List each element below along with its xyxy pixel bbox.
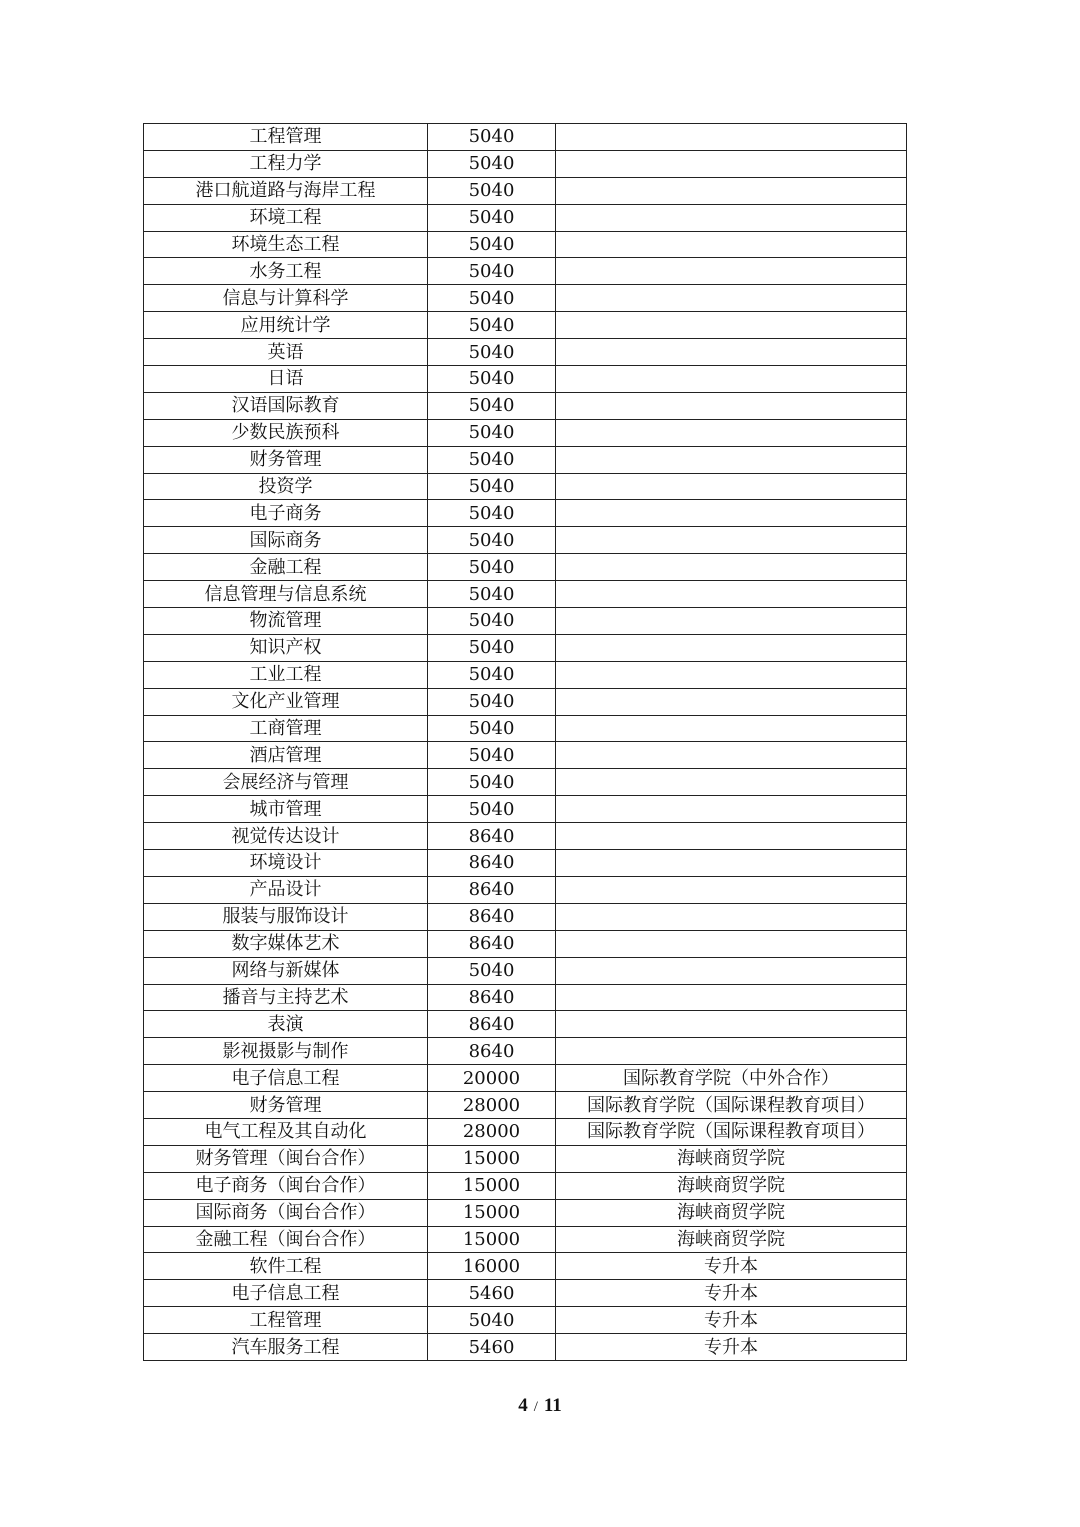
table-row [144,661,907,688]
note-cell: 专升本 [556,1253,907,1280]
table-row [144,796,907,823]
fee-cell: 8640 [428,930,556,957]
table-row [144,554,907,581]
table-row [144,419,907,446]
major-cell: 汉语国际教育 [144,392,428,419]
table-row [144,1118,907,1145]
table-row [144,688,907,715]
note-cell [556,823,907,850]
major-cell: 影视摄影与制作 [144,1038,428,1065]
table-row [144,312,907,339]
note-cell [556,876,907,903]
major-cell: 表演 [144,1011,428,1038]
note-cell [556,419,907,446]
fee-cell: 5040 [428,957,556,984]
major-cell: 物流管理 [144,608,428,635]
note-cell: 海峡商贸学院 [556,1172,907,1199]
fee-cell: 5040 [428,554,556,581]
fee-cell: 5040 [428,500,556,527]
major-cell: 工程力学 [144,150,428,177]
major-cell: 日语 [144,366,428,393]
note-cell: 海峡商贸学院 [556,1226,907,1253]
fee-cell: 5460 [428,1334,556,1361]
note-cell [556,446,907,473]
note-cell [556,527,907,554]
major-cell: 投资学 [144,473,428,500]
major-cell: 金融工程 [144,554,428,581]
fee-cell: 5040 [428,285,556,312]
major-cell: 工程管理 [144,1307,428,1334]
major-cell: 国际商务 [144,527,428,554]
note-cell [556,930,907,957]
fee-cell: 15000 [428,1172,556,1199]
fee-cell: 15000 [428,1145,556,1172]
note-cell [556,231,907,258]
table-row [144,339,907,366]
table-row [144,1280,907,1307]
current-page-number: 4 [518,1395,528,1416]
table-row [144,124,907,151]
table-row [144,366,907,393]
note-cell [556,124,907,151]
fee-cell: 5040 [428,258,556,285]
note-cell [556,392,907,419]
note-cell [556,285,907,312]
page-separator: / [533,1399,538,1415]
table-row [144,1145,907,1172]
note-cell [556,661,907,688]
major-cell: 电子商务（闽台合作） [144,1172,428,1199]
table-row [144,823,907,850]
note-cell: 专升本 [556,1334,907,1361]
note-cell [556,608,907,635]
table-row [144,634,907,661]
fee-cell: 5040 [428,419,556,446]
major-cell: 知识产权 [144,634,428,661]
note-cell [556,258,907,285]
fee-cell: 5040 [428,204,556,231]
fee-cell: 5040 [428,608,556,635]
note-cell [556,688,907,715]
fee-cell: 8640 [428,984,556,1011]
table-row [144,876,907,903]
note-cell [556,554,907,581]
note-cell [556,742,907,769]
fee-cell: 5040 [428,688,556,715]
fee-cell: 5040 [428,796,556,823]
major-cell: 工业工程 [144,661,428,688]
note-cell [556,634,907,661]
table-row [144,1334,907,1361]
fee-cell: 8640 [428,1038,556,1065]
fee-cell: 5040 [428,339,556,366]
table-row [144,608,907,635]
table-row [144,903,907,930]
fee-cell: 5040 [428,1307,556,1334]
fee-cell: 5040 [428,742,556,769]
note-cell [556,796,907,823]
fee-cell: 8640 [428,850,556,877]
fee-table-body [144,124,907,1361]
major-cell: 软件工程 [144,1253,428,1280]
note-cell: 专升本 [556,1280,907,1307]
table-row [144,231,907,258]
table-row [144,850,907,877]
note-cell [556,769,907,796]
major-cell: 电子信息工程 [144,1065,428,1092]
fee-cell: 5040 [428,715,556,742]
major-cell: 水务工程 [144,258,428,285]
major-cell: 国际商务（闽台合作） [144,1199,428,1226]
fee-cell: 28000 [428,1092,556,1119]
note-cell: 海峡商贸学院 [556,1145,907,1172]
note-cell: 国际教育学院（国际课程教育项目） [556,1118,907,1145]
note-cell: 国际教育学院（国际课程教育项目） [556,1092,907,1119]
table-row [144,177,907,204]
fee-cell: 5040 [428,769,556,796]
fee-cell: 16000 [428,1253,556,1280]
major-cell: 环境设计 [144,850,428,877]
tuition-fee-table [143,123,907,1361]
note-cell [556,312,907,339]
note-cell [556,581,907,608]
major-cell: 环境生态工程 [144,231,428,258]
fee-cell: 5040 [428,527,556,554]
major-cell: 信息管理与信息系统 [144,581,428,608]
major-cell: 网络与新媒体 [144,957,428,984]
note-cell [556,984,907,1011]
table-row [144,392,907,419]
fee-cell: 5040 [428,581,556,608]
note-cell [556,715,907,742]
table-row [144,1038,907,1065]
note-cell: 专升本 [556,1307,907,1334]
table-row [144,150,907,177]
major-cell: 播音与主持艺术 [144,984,428,1011]
major-cell: 工程管理 [144,124,428,151]
note-cell [556,850,907,877]
fee-cell: 15000 [428,1226,556,1253]
table-row [144,742,907,769]
note-cell [556,957,907,984]
note-cell: 海峡商贸学院 [556,1199,907,1226]
note-cell [556,473,907,500]
fee-cell: 8640 [428,823,556,850]
major-cell: 财务管理 [144,446,428,473]
major-cell: 电子商务 [144,500,428,527]
fee-cell: 5040 [428,150,556,177]
fee-cell: 5040 [428,446,556,473]
table-row [144,1307,907,1334]
note-cell [556,903,907,930]
note-cell [556,1011,907,1038]
table-row [144,1065,907,1092]
table-row [144,984,907,1011]
fee-cell: 20000 [428,1065,556,1092]
table-row [144,1172,907,1199]
fee-cell: 5040 [428,634,556,661]
major-cell: 金融工程（闽台合作） [144,1226,428,1253]
table-row [144,581,907,608]
major-cell: 酒店管理 [144,742,428,769]
fee-cell: 5040 [428,473,556,500]
fee-cell: 5040 [428,312,556,339]
table-row [144,1199,907,1226]
fee-cell: 5040 [428,177,556,204]
note-cell [556,1038,907,1065]
major-cell: 财务管理（闽台合作） [144,1145,428,1172]
note-cell [556,366,907,393]
fee-cell: 15000 [428,1199,556,1226]
fee-cell: 5040 [428,366,556,393]
note-cell [556,500,907,527]
fee-cell: 8640 [428,1011,556,1038]
major-cell: 工商管理 [144,715,428,742]
major-cell: 汽车服务工程 [144,1334,428,1361]
note-cell [556,150,907,177]
fee-cell: 5040 [428,231,556,258]
table-row [144,1253,907,1280]
major-cell: 服装与服饰设计 [144,903,428,930]
note-cell [556,204,907,231]
table-row [144,1011,907,1038]
table-row [144,527,907,554]
major-cell: 电子信息工程 [144,1280,428,1307]
table-row [144,715,907,742]
table-row [144,473,907,500]
fee-cell: 5040 [428,392,556,419]
major-cell: 环境工程 [144,204,428,231]
fee-cell: 5040 [428,661,556,688]
fee-cell: 8640 [428,876,556,903]
table-row [144,285,907,312]
fee-cell: 8640 [428,903,556,930]
table-row [144,446,907,473]
major-cell: 数字媒体艺术 [144,930,428,957]
major-cell: 视觉传达设计 [144,823,428,850]
major-cell: 英语 [144,339,428,366]
major-cell: 城市管理 [144,796,428,823]
major-cell: 文化产业管理 [144,688,428,715]
major-cell: 少数民族预科 [144,419,428,446]
note-cell [556,339,907,366]
table-row [144,1226,907,1253]
major-cell: 产品设计 [144,876,428,903]
table-row [144,1092,907,1119]
note-cell: 国际教育学院（中外合作） [556,1065,907,1092]
page-number [0,1394,1080,1419]
table-row [144,930,907,957]
note-cell [556,177,907,204]
table-row [144,204,907,231]
table-row [144,769,907,796]
fee-cell: 28000 [428,1118,556,1145]
major-cell: 信息与计算科学 [144,285,428,312]
table-row [144,500,907,527]
table-row [144,957,907,984]
fee-cell: 5460 [428,1280,556,1307]
major-cell: 电气工程及其自动化 [144,1118,428,1145]
major-cell: 财务管理 [144,1092,428,1119]
major-cell: 应用统计学 [144,312,428,339]
total-pages-number: 11 [543,1395,562,1416]
fee-cell: 5040 [428,124,556,151]
major-cell: 会展经济与管理 [144,769,428,796]
major-cell: 港口航道路与海岸工程 [144,177,428,204]
table-row [144,258,907,285]
